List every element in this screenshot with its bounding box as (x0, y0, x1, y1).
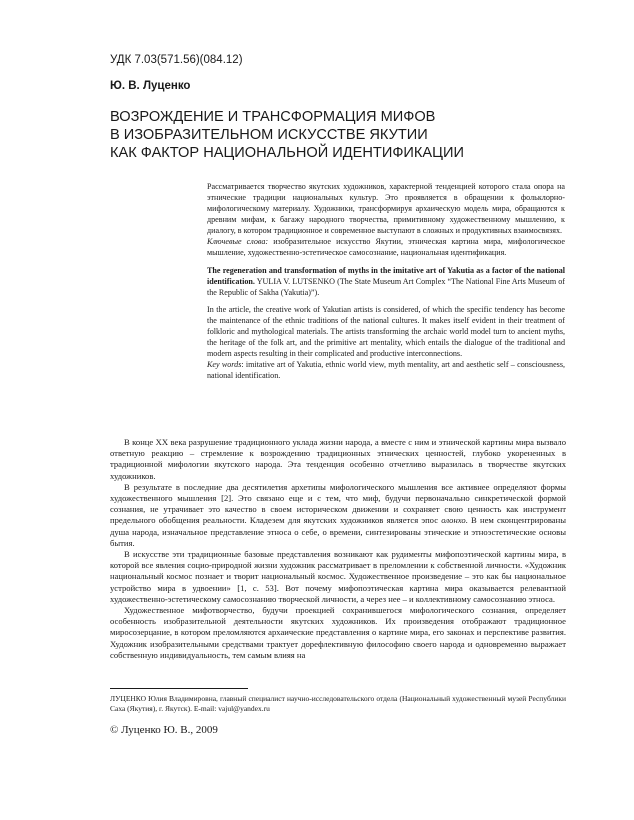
copyright-line: © Луценко Ю. В., 2009 (110, 724, 218, 736)
keywords-en (207, 359, 565, 381)
author-en: YULIA V. LUTSENKO (The State Museum Art Complex “The National Fine Arts Museum of the Republic of Sakha (Yakutia)”). (207, 277, 565, 297)
keywords-ru (207, 236, 565, 258)
english-title-block (207, 265, 565, 298)
keywords-ru-label: Ключевые слова: (207, 237, 269, 246)
keywords-en-text: : imitative art of Yakutia, ethnic world view, myth mentality, art and aesthetic self – consciousness, national identification. (207, 360, 565, 380)
article-body (110, 437, 566, 661)
title-en: The regeneration and transformation of myths in the imitative art of Yakutia as a factor of the national identification. (207, 266, 565, 286)
keywords-en-label: Key words (207, 360, 242, 369)
body-paragraph-4: Художественное мифотворчество, будучи проекцией сохранившегося мифологического сознания, определяет особенность изобразительной деятельности якутских художников. Их произведения отображают традиционное миросозерцание, в котором преломляются архаические представления о картине мира, его законах и перспективе развития. Художник изобразительными средствами трактует дорефлективную философию своего народа и одновременно выражает собственную индивидуальность, тем самым влияя на (110, 605, 566, 660)
author-name: Ю. В. Луценко (110, 80, 191, 92)
body-paragraph-1: В конце XX века разрушение традиционного уклада жизни народа, а вместе с ним и этнической картины мира вызвало ответную реакцию – стремление к возрождению традиционных этнических ценностей, глубоко укорененных в традиционной мифологии якутского народа. Эта тенденция особенно отчетливо выразилась в творчестве якутских художников. (110, 437, 566, 481)
footnote-divider (110, 688, 248, 689)
body-p2-italic: олонхо (441, 515, 466, 526)
title-line-2: В ИЗОБРАЗИТЕЛЬНОМ ИСКУССТВЕ ЯКУТИИ (110, 127, 428, 143)
keywords-ru-text: изобразительное искусство Якутии, этническая картина мира, мифологическое мышление, художественно-эстетическое самосознание, национальная идентификация. (207, 237, 565, 257)
body-paragraph-3: В искусстве эти традиционные базовые представления возникают как рудименты мифопоэтической картины мира, в которой все явления социо-природной жизни художник рассматривает в преломлении к собственной личности. «Художник национальный космос познает и творит национальный космос. Художественное произведение – это как бы национальное устройство мира в удвоении» [1, с. 53]. Вот почему мифопоэтическая картина мира оказывается релевантной художественно-эстетическому самосознанию творческой личности, а через нее – и коллективному самосознанию этноса. (110, 549, 566, 604)
article-title (110, 108, 570, 162)
body-paragraph-2 (110, 482, 566, 549)
title-line-3: КАК ФАКТОР НАЦИОНАЛЬНОЙ ИДЕНТИФИКАЦИИ (110, 145, 464, 161)
body-p2-text-a: В результате в последние два десятилетия архетипы мифологического мышления все активнее определяют формы художественного мышления [2]. Это связано еще и с тем, что миф, будучи первоначально синкретической формой сознания, не утрачивает это качество в своем историческом движении и сохраняет свою ценность как инструмент предельного обобщения реальности. Кладезем для якутских художников является эпос (110, 481, 566, 526)
body-p2-text-b: . В нем сконцентрированы душа народа, изначальное представление этноса о себе, о времени, синтезированы этические и этноэстетические основы бытия. (110, 515, 566, 548)
udk-code: УДК 7.03(571.56)(084.12) (110, 54, 243, 66)
abstract-block (207, 181, 565, 381)
title-line-1: ВОЗРОЖДЕНИЕ И ТРАНСФОРМАЦИЯ МИФОВ (110, 109, 436, 125)
author-footnote: ЛУЦЕНКО Юлия Владимировна, главный специалист научно-исследовательского отдела (Национальный художественный музей Республики Саха (Якутия), г. Якутск). E-mail: vajul@yandex.ru (110, 694, 566, 713)
abstract-ru: Рассматривается творчество якутских художников, характерной тенденцией которого стала опора на этнические традиции национальных культур. Это проявляется в обращении к фольклорно-мифологическому материалу. Художники, трансформируя архаическую модель мира, обращаются к древним мифам, к багажу народного творчества, примитивному художественному мышлению, к диалогу, в котором традиционное и современное выступают в сложных и продуктивных взаимосвязях. (207, 182, 565, 235)
abstract-en: In the article, the creative work of Yakutian artists is considered, of which the specific tendency has become the maintenance of the ethnic traditions of the national cultures. It makes itself evident in their treatment of folkloric and mythological materials. The artists transforming the archaic world model turn to ancient myths, the heritage of the folk art, and the primitive art mentality, which entails the dialogue of the traditional and modern aspects resulting in their complicated and productive interconnections. (207, 305, 565, 358)
